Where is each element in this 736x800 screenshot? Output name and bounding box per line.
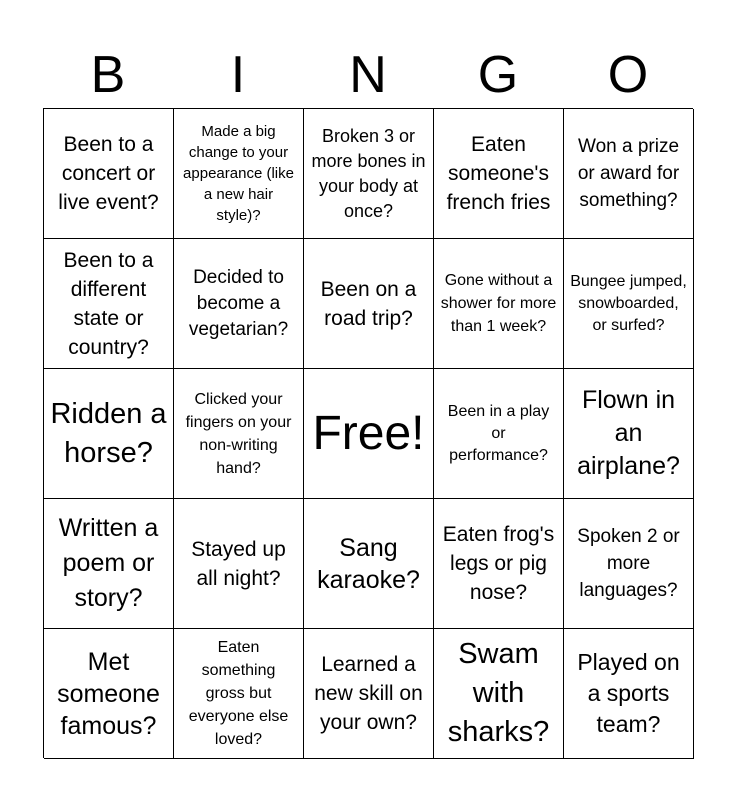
bingo-cell[interactable] bbox=[174, 109, 304, 239]
bingo-cell[interactable] bbox=[434, 369, 564, 499]
bingo-cell-text: Flown in an airplane? bbox=[577, 386, 680, 480]
bingo-cell[interactable] bbox=[564, 369, 694, 499]
bingo-cell-text: Ridden a horse? bbox=[50, 397, 167, 469]
bingo-cell[interactable] bbox=[44, 629, 174, 759]
bingo-cell[interactable] bbox=[564, 239, 694, 369]
bingo-cell-text: Bungee jumped, snowboarded, or surfed? bbox=[570, 272, 687, 334]
bingo-header bbox=[43, 42, 693, 108]
bingo-cell-text: Free! bbox=[312, 406, 425, 460]
bingo-cell[interactable] bbox=[174, 499, 304, 629]
bingo-cell-text: Been in a play or performance? bbox=[447, 402, 550, 464]
bingo-cell-text: Stayed up all night? bbox=[191, 537, 286, 590]
bingo-cell-text: Eaten frog's legs or pig nose? bbox=[442, 523, 555, 604]
header-letter-g: G bbox=[477, 46, 519, 104]
bingo-cell-text: Met someone famous? bbox=[57, 647, 160, 740]
bingo-cell-text: Won a prize or award for something? bbox=[577, 136, 680, 211]
bingo-cell-text: Swam with sharks? bbox=[447, 638, 550, 748]
bingo-cell[interactable] bbox=[434, 499, 564, 629]
bingo-cell-free[interactable] bbox=[304, 369, 434, 499]
bingo-cell[interactable] bbox=[174, 239, 304, 369]
bingo-cell-text: Eaten someone's french fries bbox=[446, 133, 551, 214]
bingo-cell-text: Spoken 2 or more languages? bbox=[577, 526, 680, 601]
bingo-cell[interactable] bbox=[434, 239, 564, 369]
bingo-cell-text: Broken 3 or more bones in your body at once? bbox=[311, 125, 426, 221]
bingo-cell[interactable] bbox=[434, 109, 564, 239]
bingo-cell-text: Clicked your fingers on your non-writing hand? bbox=[185, 390, 292, 477]
bingo-cell-text: Sang karaoke? bbox=[317, 533, 420, 594]
bingo-cell-text: Been to a concert or live event? bbox=[58, 133, 159, 214]
bingo-cell[interactable] bbox=[304, 499, 434, 629]
bingo-cell-text: Played on a sports team? bbox=[577, 649, 680, 737]
bingo-cell[interactable] bbox=[304, 109, 434, 239]
bingo-cell-text: Learned a new skill on your own? bbox=[314, 653, 423, 734]
bingo-cell[interactable] bbox=[174, 369, 304, 499]
bingo-cell[interactable] bbox=[44, 369, 174, 499]
bingo-cell-text: Been to a different state or country? bbox=[63, 248, 154, 359]
header-letter-n: N bbox=[349, 46, 387, 104]
bingo-cell[interactable] bbox=[564, 629, 694, 759]
bingo-cell[interactable] bbox=[44, 499, 174, 629]
bingo-cell[interactable] bbox=[564, 499, 694, 629]
bingo-cell[interactable] bbox=[564, 109, 694, 239]
bingo-cell-text: Written a poem or story? bbox=[58, 514, 159, 612]
bingo-cell[interactable] bbox=[44, 109, 174, 239]
bingo-cell[interactable] bbox=[174, 629, 304, 759]
header-letter-o: O bbox=[607, 46, 649, 104]
header-letter-i: I bbox=[230, 46, 246, 104]
bingo-cell[interactable] bbox=[44, 239, 174, 369]
bingo-cell[interactable] bbox=[434, 629, 564, 759]
bingo-cell-text: Eaten something gross but everyone else loved? bbox=[188, 639, 289, 748]
bingo-cell-text: Been on a road trip? bbox=[320, 277, 417, 330]
bingo-cell-text: Made a big change to your appearance (like a new hair style)? bbox=[183, 123, 294, 224]
bingo-cell-text: Decided to become a vegetarian? bbox=[188, 266, 289, 340]
bingo-cell[interactable] bbox=[304, 629, 434, 759]
bingo-grid bbox=[43, 108, 693, 758]
bingo-cell[interactable] bbox=[304, 239, 434, 369]
header-letter-b: B bbox=[90, 46, 126, 104]
bingo-cell-text: Gone without a shower for more than 1 week? bbox=[440, 272, 557, 335]
